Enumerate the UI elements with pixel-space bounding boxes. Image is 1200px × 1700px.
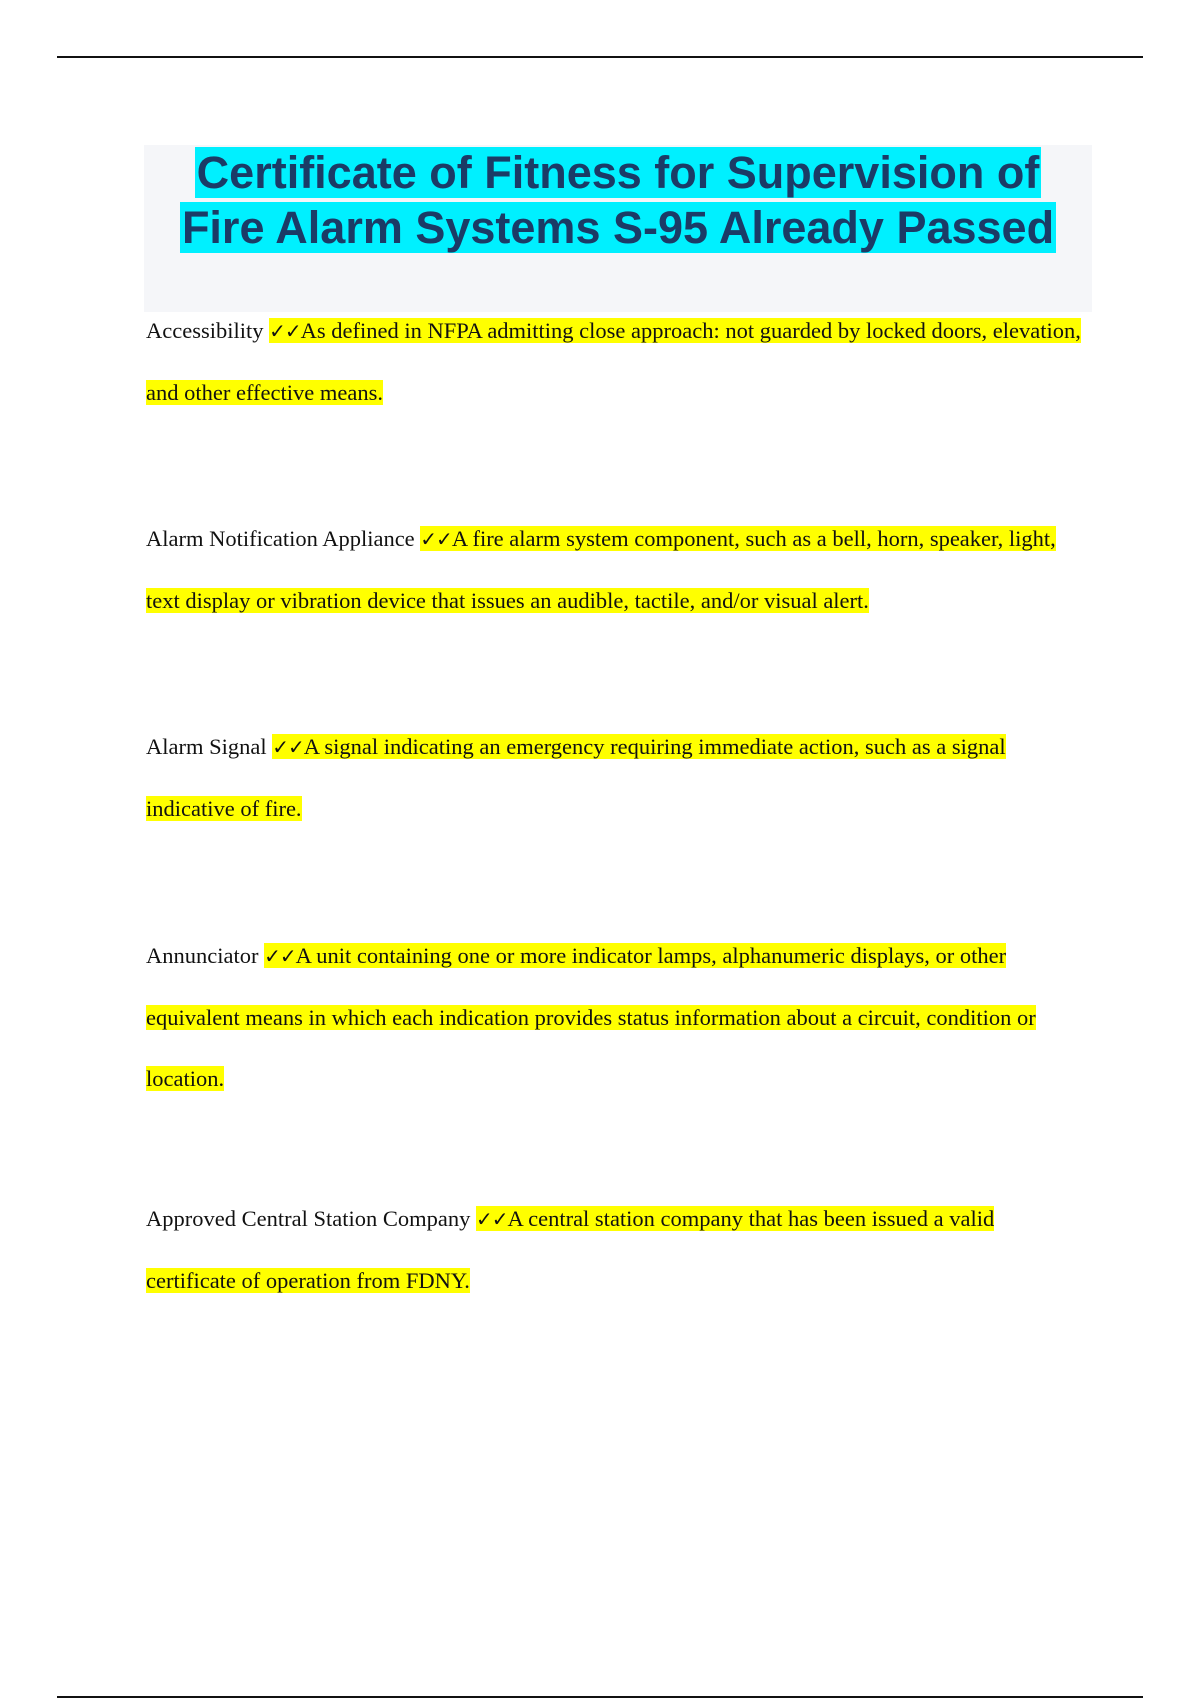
double-check-icon: ✓✓: [420, 527, 452, 551]
glossary-entry: [146, 508, 1081, 631]
entry-definition: [146, 318, 1081, 405]
entry-definition-text: A unit containing one or more indicator lamps, alphanumeric displays, or other equivalent means in which each indication provides status information about a circuit, condition or location.: [146, 943, 1036, 1091]
entry-term: Alarm Notification Appliance: [146, 526, 415, 551]
glossary-entry: [146, 716, 1081, 839]
double-check-icon: ✓✓: [475, 1207, 508, 1231]
glossary-entry: [146, 1188, 1081, 1311]
title-line-2: Fire Alarm Systems S-95 Already Passed: [181, 202, 1055, 253]
entry-term: Accessibility: [146, 318, 264, 343]
entry-definition: [146, 943, 1036, 1091]
glossary-entry: [146, 300, 1081, 423]
entry-definition-text: As defined in NFPA admitting close approach: not guarded by locked doors, elevation, and other effective means.: [146, 318, 1081, 405]
entry-term: Approved Central Station Company: [146, 1206, 471, 1231]
glossary-entry: [146, 925, 1081, 1109]
entry-definition-text: A fire alarm system component, such as a bell, horn, speaker, light, text display or vibration device that issues an audible, tactile, and/or visual alert.: [146, 526, 1056, 613]
entry-definition-text: A signal indicating an emergency requiring immediate action, such as a signal indicative of fire.: [146, 734, 1006, 821]
double-check-icon: ✓✓: [269, 319, 301, 343]
entry-definition-text: A central station company that has been issued a valid certificate of operation from FDNY.: [146, 1206, 995, 1293]
double-check-icon: ✓✓: [272, 735, 304, 759]
bottom-rule: [57, 1696, 1143, 1698]
double-check-icon: ✓✓: [264, 944, 296, 968]
title-line-1: Certificate of Fitness for Supervision of: [196, 147, 1040, 198]
entry-definition: [146, 734, 1006, 821]
entry-term: Alarm Signal: [146, 734, 267, 759]
top-rule: [57, 56, 1143, 58]
page-title: [144, 145, 1092, 255]
entry-term: Annunciator: [146, 943, 259, 968]
